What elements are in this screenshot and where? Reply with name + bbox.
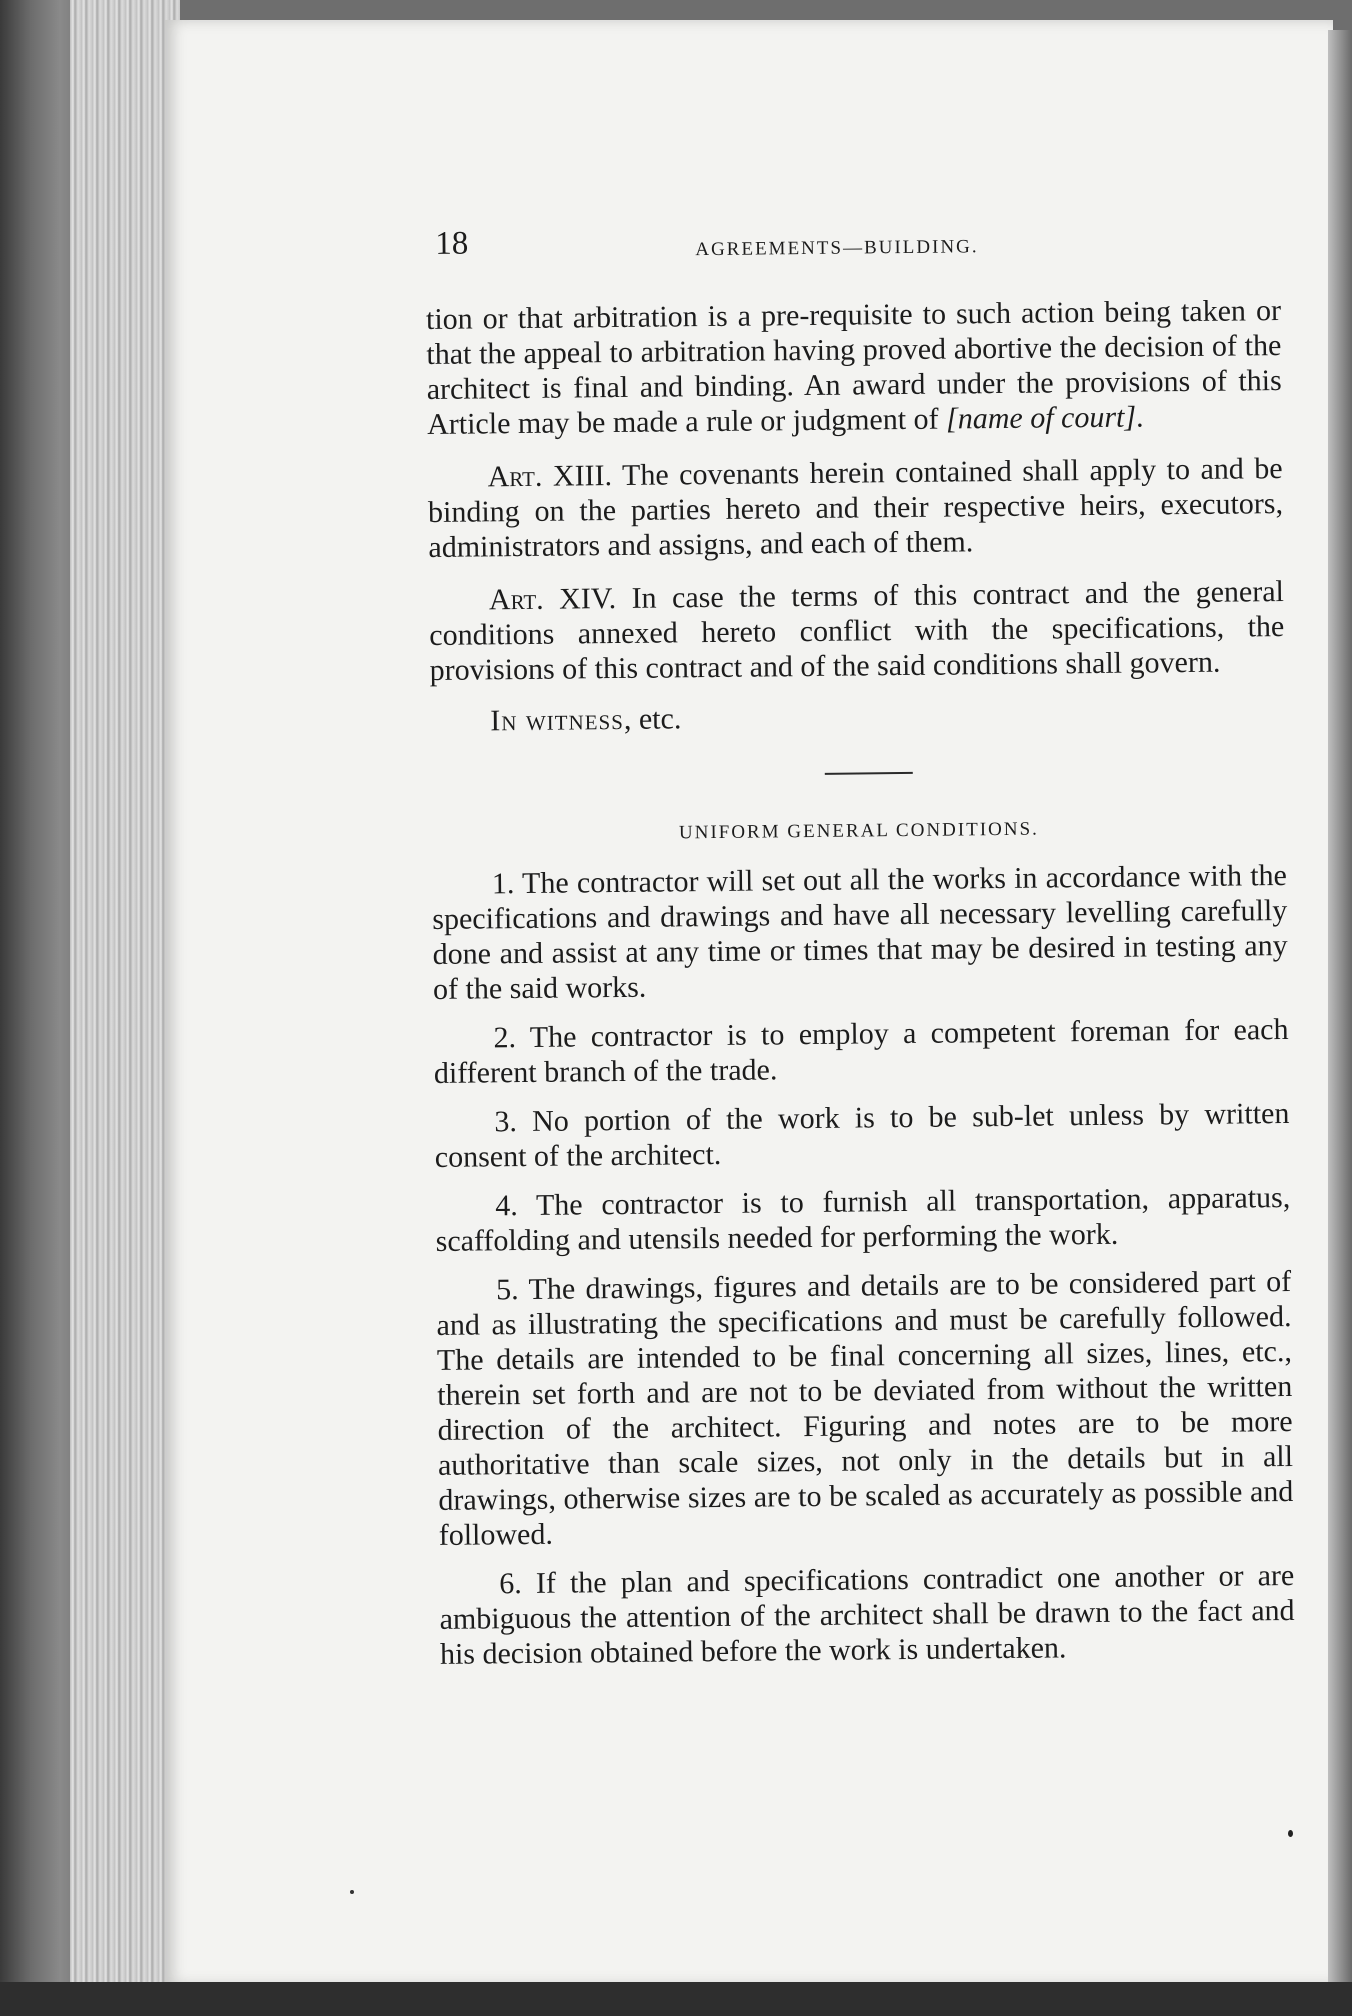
condition-item: 3. No portion of the work is to be sub-let unless by written consent of the architect. bbox=[434, 1096, 1290, 1174]
condition-item: 1. The contractor will set out all the works in accordance with the specifications and drawings and have all necessary levelling carefully done and assist at any time or times that may be desired in testing any of the said works. bbox=[432, 859, 1288, 1006]
running-head: AGREEMENTS—BUILDING. bbox=[695, 236, 979, 261]
witness-clause bbox=[430, 695, 1285, 739]
continuation-text: tion or that arbitration is a pre-requisite to such action being taken or that the appeal to arbitration having proved abortive the decision of the architect is final and binding. An award under the provisions of this Article may be made a rule or judgment of bbox=[425, 294, 1282, 441]
article-13-label: Art. XIII. bbox=[487, 459, 613, 494]
article-13 bbox=[427, 451, 1283, 565]
witness-label: In witness bbox=[490, 702, 625, 738]
conditions-heading: UNIFORM GENERAL CONDITIONS. bbox=[678, 818, 1039, 844]
page-number: 18 bbox=[435, 225, 469, 262]
condition-item: 2. The contractor is to employ a competent foreman for each different branch of the trade. bbox=[433, 1013, 1289, 1090]
scan-bottom-edge bbox=[0, 1982, 1352, 2016]
section-divider bbox=[824, 772, 912, 775]
court-placeholder: [name of court] bbox=[945, 400, 1137, 436]
continuation-end: . bbox=[1135, 400, 1144, 434]
article-14-text: In case the terms of this contract and the general conditions annexed hereto conflict with the specifications, the provisions of this contract and of the said conditions shall govern. bbox=[429, 575, 1285, 687]
condition-item: 6. If the plan and specifications contradict one another or are ambiguous the attention of the architect shall be drawn to the fact and his decision obtained before the work is undertaken. bbox=[439, 1558, 1295, 1671]
condition-item: 5. The drawings, figures and details are to be considered part of and as illustrating the specifications and must be carefully followed. The details are intended to be final concerning all sizes, lines, etc., therein set forth and are not to be deviated from without the written direction of the architect. Figuring and notes are to be more authoritative than scale sizes, not only in the details but in all drawings, otherwise sizes are to be scaled as accurately as possible and followed. bbox=[436, 1264, 1294, 1552]
continuation-paragraph bbox=[426, 293, 1282, 442]
condition-item: 4. The contractor is to furnish all transportation, apparatus, scaffolding and utensils needed for performing the work. bbox=[435, 1180, 1291, 1258]
article-13-text: The covenants herein contained shall apply to and be binding on the parties hereto and their respective heirs, executors, administrators and assigns, and each of them. bbox=[427, 452, 1284, 564]
page-content bbox=[425, 213, 1295, 1672]
page-header bbox=[425, 213, 1281, 302]
article-14 bbox=[429, 574, 1285, 688]
ink-speck bbox=[350, 1890, 354, 1894]
article-14-label: Art. XIV. bbox=[488, 582, 617, 617]
page-edges bbox=[70, 0, 180, 1990]
page-right-shadow bbox=[1328, 30, 1352, 2000]
witness-text: , etc. bbox=[623, 702, 682, 736]
ink-speck bbox=[1288, 1830, 1293, 1837]
